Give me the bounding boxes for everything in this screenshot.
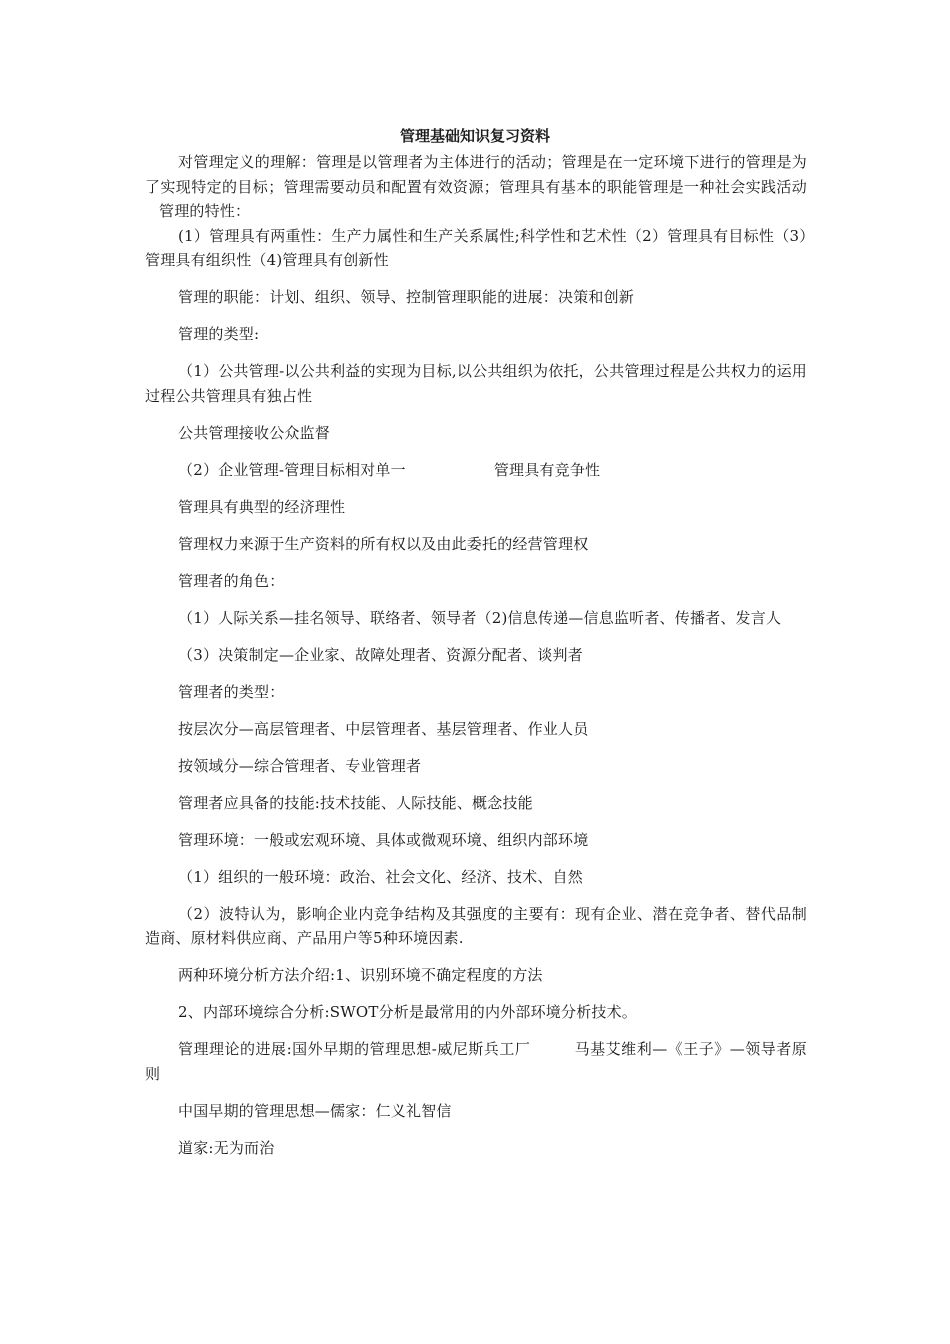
paragraph-public-management: （1）公共管理-以公共利益的实现为目标,以公共组织为依托，公共管理过程是公共权力的运用过程公共管理具有独占性 bbox=[145, 362, 807, 405]
paragraph-manager-types-heading: 管理者的类型： bbox=[178, 682, 285, 701]
document-title: 管理基础知识复习资料 bbox=[399, 127, 550, 145]
paragraph-interpersonal-roles: （1）人际关系—挂名领导、联络者、领导者（2)信息传递—信息监听者、传播者、发言人 bbox=[178, 608, 782, 627]
paragraph-manager-skills: 管理者应具备的技能:技术技能、人际技能、概念技能 bbox=[178, 793, 533, 812]
paragraph-swot-analysis: 2、内部环境综合分析:SWOT分析是最常用的内外部环境分析技术。 bbox=[178, 1003, 637, 1021]
paragraph-management-theory-progress: 管理理论的进展:国外早期的管理思想-威尼斯兵工厂 马基艾维利—《王子》—领导者原则 bbox=[145, 1040, 807, 1083]
paragraph-management-power: 管理权力来源于生产资料的所有权以及由此委托的经营管理权 bbox=[178, 534, 589, 553]
paragraph-management-types-heading: 管理的类型: bbox=[178, 325, 260, 343]
document-body bbox=[145, 150, 807, 1160]
paragraph-environment-analysis-methods: 两种环境分析方法介绍:1、识别环境不确定程度的方法 bbox=[178, 966, 543, 984]
paragraph-public-supervision: 公共管理接收公众监督 bbox=[178, 423, 331, 442]
paragraph-porter-five-forces: （2）波特认为，影响企业内竞争结构及其强度的主要有：现有企业、潜在竞争者、替代品制造商、原材料供应商、产品用户等5种环境因素. bbox=[145, 904, 807, 947]
paragraph-by-level: 按层次分—高层管理者、中层管理者、基层管理者、作业人员 bbox=[178, 719, 589, 738]
paragraph-management-functions: 管理的职能：计划、组织、领导、控制管理职能的进展：决策和创新 bbox=[178, 288, 635, 306]
paragraph-chinese-taoist: 道家:无为而治 bbox=[178, 1138, 275, 1157]
paragraph-manager-roles-heading: 管理者的角色： bbox=[178, 571, 285, 590]
paragraph-economic-rationality: 管理具有典型的经济理性 bbox=[178, 497, 346, 516]
paragraph-general-environment: （1）组织的一般环境：政治、社会文化、经济、技术、自然 bbox=[178, 867, 583, 886]
paragraph-enterprise-management: （2）企业管理-管理目标相对单一 管理具有竞争性 bbox=[178, 460, 601, 479]
paragraph-management-environment: 管理环境：一般或宏观环境、具体或微观环境、组织内部环境 bbox=[178, 830, 589, 849]
paragraph-management-definition: 对管理定义的理解：管理是以管理者为主体进行的活动；管理是在一定环境下进行的管理是为了实现特定的目标；管理需要动员和配置有效资源；管理具有基本的职能管理是一种社会实践活动管理的特性： bbox=[145, 153, 807, 220]
paragraph-chinese-confucian: 中国早期的管理思想—儒家：仁义礼智信 bbox=[178, 1101, 452, 1120]
paragraph-management-characteristics: (1）管理具有两重性：生产力属性和生产关系属性;科学性和艺术性（2）管理具有目标性（3）管理具有组织性（4)管理具有创新性 bbox=[145, 226, 807, 269]
paragraph-by-domain: 按领域分—综合管理者、专业管理者 bbox=[178, 756, 422, 775]
paragraph-decision-roles: （3）决策制定—企业家、故障处理者、资源分配者、谈判者 bbox=[178, 645, 583, 664]
